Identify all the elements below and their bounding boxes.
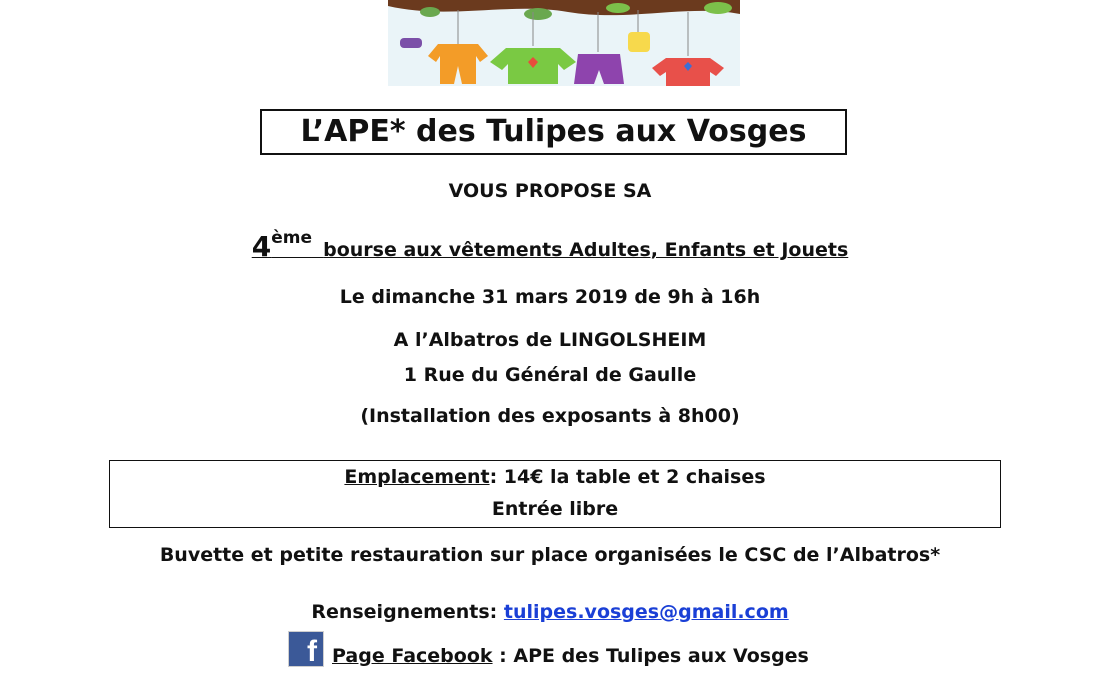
edition-superscript: ème: [271, 228, 312, 248]
date-line: Le dimanche 31 mars 2019 de 9h à 16h: [339, 286, 761, 308]
clothes-banner-illustration: [388, 0, 740, 86]
facebook-line: [332, 645, 809, 667]
entry-line: Entrée libre: [491, 498, 619, 520]
facebook-page-link[interactable]: Page Facebook: [332, 645, 493, 667]
event-title: L’APE* des Tulipes aux Vosges: [300, 114, 807, 149]
edition-number: 4: [251, 230, 272, 263]
pricing-line: [110, 461, 1000, 493]
pricing-box: [109, 460, 1001, 528]
facebook-icon[interactable]: f: [288, 631, 324, 667]
venue-line: A l’Albatros de LINGOLSHEIM: [393, 329, 707, 351]
edition-description: bourse aux vêtements Adultes, Enfants et Jouets: [323, 239, 849, 261]
pricing-value: : 14€ la table et 2 chaises: [489, 466, 766, 488]
setup-line: (Installation des exposants à 8h00): [360, 405, 740, 427]
pricing-label: Emplacement: [344, 466, 490, 488]
subtitle: VOUS PROPOSE SA: [448, 180, 652, 202]
event-title-box: [260, 109, 847, 155]
edition-line: [0, 228, 1100, 263]
contact-line: [0, 601, 1100, 623]
refreshments-line: Buvette et petite restauration sur place organisées le CSC de l’Albatros*: [159, 544, 941, 566]
contact-email-link[interactable]: tulipes.vosges@gmail.com: [503, 601, 789, 623]
address-line: 1 Rue du Général de Gaulle: [403, 364, 697, 386]
contact-label: Renseignements:: [311, 601, 498, 623]
facebook-page-name: : APE des Tulipes aux Vosges: [492, 645, 809, 667]
edition-text: [251, 228, 849, 263]
